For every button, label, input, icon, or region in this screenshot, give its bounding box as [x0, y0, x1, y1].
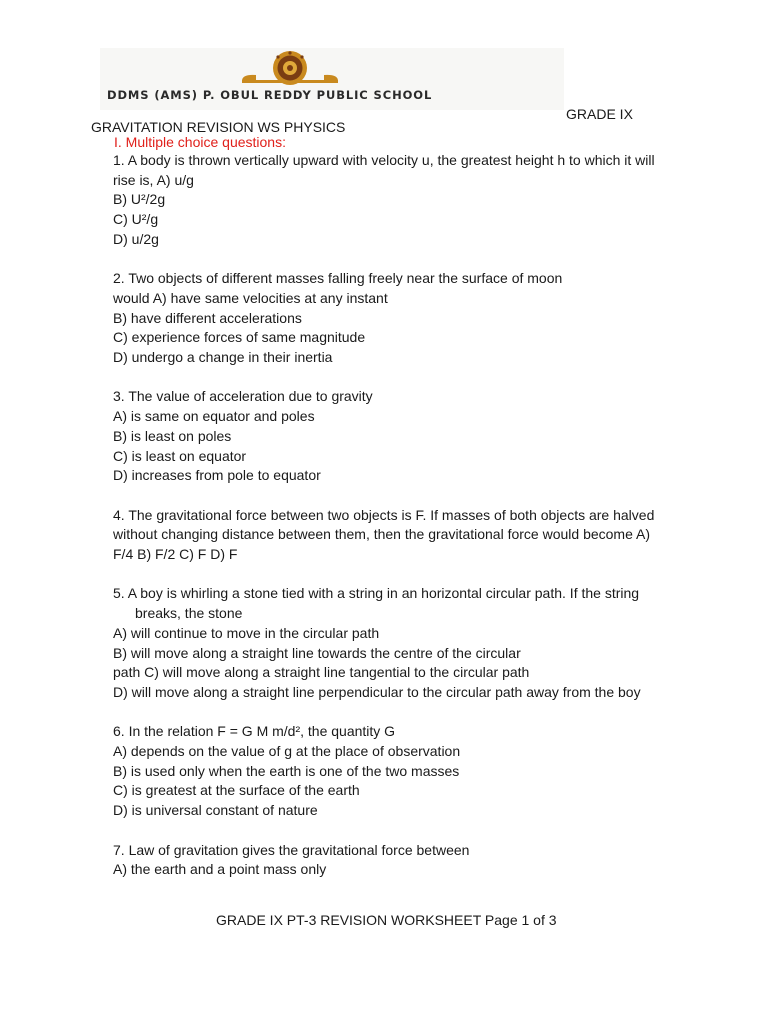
option-line: B) is least on poles	[113, 427, 232, 444]
option-line: A) depends on the value of g at the place of observation	[113, 743, 461, 760]
option-line: D) is universal constant of nature	[113, 802, 318, 819]
question-2	[113, 269, 658, 368]
question-line: 2. Two objects of different masses falling freely near the surface of moon	[113, 270, 563, 287]
option-line: F/4 B) F/2 C) F D) F	[113, 546, 238, 563]
question-line: would A) have same velocities at any instant	[113, 289, 388, 306]
school-crest-icon	[238, 50, 342, 86]
page-footer: GRADE IX PT-3 REVISION WORKSHEET Page 1 of 3	[216, 912, 557, 928]
option-line: C) is least on equator	[113, 447, 247, 464]
question-line: without changing distance between them, then the gravitational force would become A)	[113, 526, 650, 543]
question-list	[113, 151, 658, 900]
question-line: rise is, A) u/g	[113, 171, 194, 188]
question-4	[113, 506, 658, 565]
question-line: 7. Law of gravitation gives the gravitational force between	[113, 841, 470, 858]
question-line: 6. In the relation F = G M m/d², the quantity G	[113, 723, 396, 740]
option-line: B) U²/2g	[113, 191, 166, 208]
option-line: D) u/2g	[113, 230, 159, 247]
option-line: A) will continue to move in the circular path	[113, 624, 380, 641]
question-line: 3. The value of acceleration due to gravity	[113, 388, 373, 405]
question-line: breaks, the stone	[135, 605, 243, 622]
question-5	[113, 584, 658, 702]
option-line: C) experience forces of same magnitude	[113, 329, 366, 346]
question-3	[113, 387, 658, 486]
option-line: A) is same on equator and poles	[113, 408, 315, 425]
option-line: D) undergo a change in their inertia	[113, 349, 333, 366]
option-line: B) will move along a straight line towards the centre of the circular	[113, 644, 521, 661]
option-line: C) is greatest at the surface of the earth	[113, 782, 360, 799]
option-line: B) is used only when the earth is one of the two masses	[113, 762, 460, 779]
question-line: 5. A boy is whirling a stone tied with a string in an horizontal circular path. If the string	[113, 585, 640, 602]
question-line: 1. A body is thrown vertically upward with velocity u, the greatest height h to which it will	[113, 152, 655, 168]
grade-label: GRADE IX	[566, 106, 633, 122]
question-6	[113, 722, 658, 821]
option-line: D) will move along a straight line perpendicular to the circular path away from the boy	[113, 683, 641, 700]
question-7	[113, 841, 658, 880]
question-line: 4. The gravitational force between two objects is F. If masses of both objects are halved	[113, 506, 655, 523]
option-line: A) the earth and a point mass only	[113, 861, 327, 878]
worksheet-title: GRAVITATION REVISION WS PHYSICS	[91, 119, 346, 135]
option-line: D) increases from pole to equator	[113, 467, 321, 484]
option-line: C) U²/g	[113, 211, 159, 228]
option-line: B) have different accelerations	[113, 309, 302, 326]
option-line: path C) will move along a straight line tangential to the circular path	[113, 664, 530, 681]
school-name: DDMS (AMS) P. OBUL REDDY PUBLIC SCHOOL	[107, 88, 433, 102]
question-1	[113, 151, 658, 250]
section-heading: I. Multiple choice questions:	[114, 134, 286, 150]
